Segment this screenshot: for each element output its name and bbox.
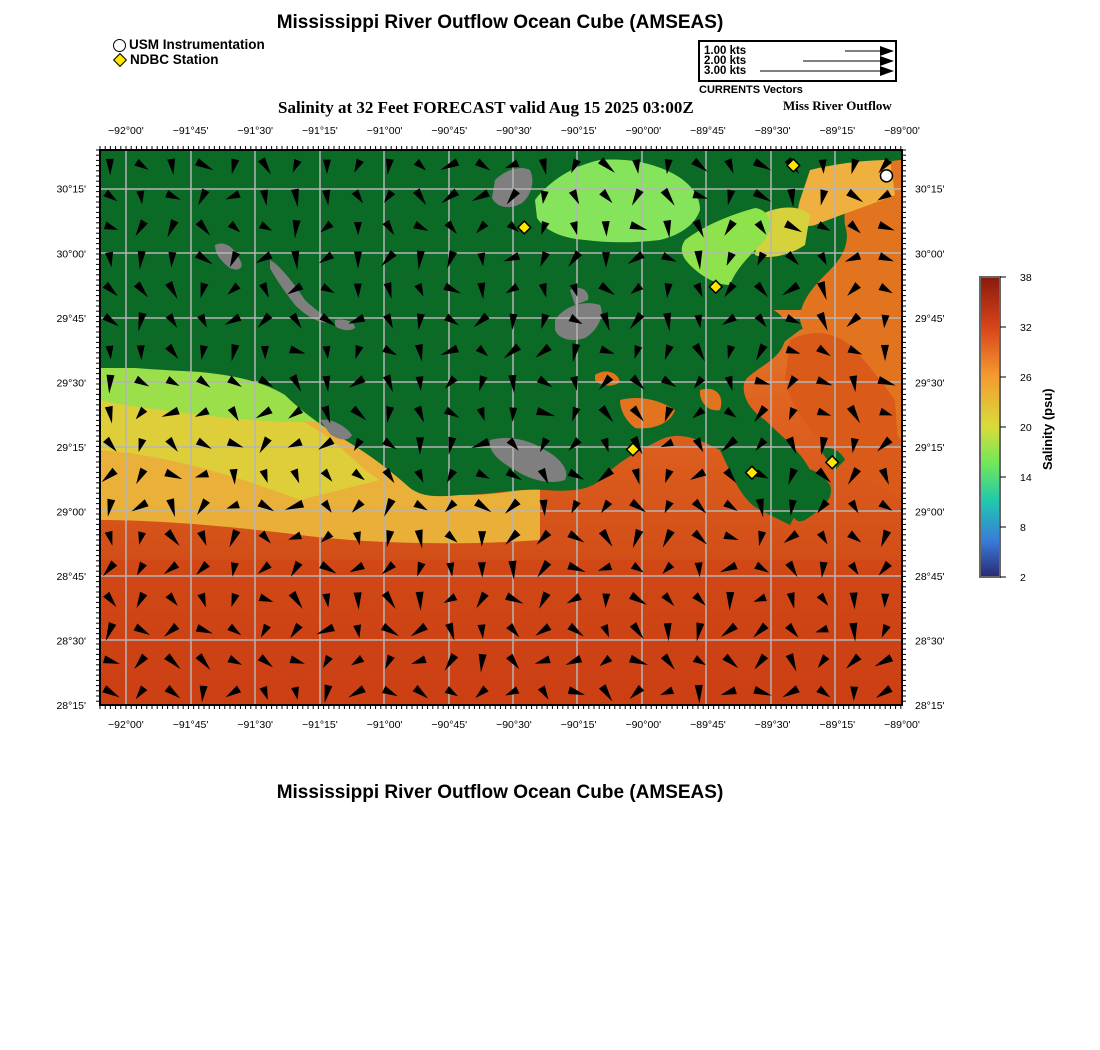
map-subtitle: Salinity at 32 Feet FORECAST valid Aug 15 2025 03:00Z (278, 98, 694, 117)
lon-tick-label: −91°45' (172, 125, 209, 137)
colorbar (970, 270, 1040, 590)
colorbar-tick-label: 26 (1020, 372, 1032, 384)
colorbar-tick-label: 14 (1020, 472, 1032, 484)
lon-tick-label: −91°30' (237, 125, 274, 137)
lon-tick-label: −90°00' (625, 719, 662, 731)
lon-tick-label: −92°00' (108, 125, 144, 137)
lon-tick-label: −90°30' (496, 125, 532, 137)
lat-tick-label: 28°15' (56, 700, 86, 712)
lon-tick-label: −92°00' (108, 719, 144, 731)
map-subtitle-right: Miss River Outflow (783, 98, 892, 113)
lat-tick-label: 29°30' (915, 377, 945, 390)
colorbar-tick-label: 32 (1020, 322, 1032, 334)
lat-tick-label: 30°00' (56, 248, 86, 261)
lon-tick-label: −91°45' (172, 719, 209, 731)
lon-tick-label: −90°15' (560, 719, 597, 731)
lon-labels-bottom (108, 719, 920, 731)
vector-label-2: 2.00 kts (704, 55, 747, 67)
vector-label-1: 1.00 kts (704, 45, 747, 57)
usm-station-marker[interactable] (880, 170, 892, 182)
lat-tick-label: 28°30' (915, 635, 945, 648)
legend-ndbc-label: NDBC Station (130, 52, 219, 67)
lat-labels-left (56, 184, 86, 712)
colorbar-tick-label: 20 (1020, 422, 1032, 434)
colorbar-tick-label: 38 (1020, 272, 1032, 284)
lat-tick-label: 29°00' (915, 506, 945, 519)
lon-tick-label: −91°15' (302, 125, 338, 137)
colorbar-label: Salinity (psu) (1040, 388, 1055, 470)
legend-usm-label: USM Instrumentation (129, 37, 265, 52)
lon-tick-label: −91°00' (366, 125, 403, 137)
vector-caption: CURRENTS Vectors (699, 84, 803, 96)
lon-tick-label: −89°30' (754, 125, 791, 137)
lon-tick-label: −91°15' (302, 719, 338, 731)
lon-labels-top (108, 125, 920, 137)
lat-tick-label: 29°15' (56, 441, 86, 454)
lon-tick-label: −89°45' (690, 719, 726, 731)
lon-tick-label: −90°45' (431, 719, 468, 731)
lat-tick-label: 29°00' (56, 506, 86, 519)
lat-tick-label: 28°45' (915, 570, 945, 583)
lon-tick-label: −89°15' (819, 719, 856, 731)
lon-tick-label: −89°45' (690, 125, 726, 137)
usm-stations (880, 170, 892, 182)
lon-tick-label: −89°00' (884, 125, 920, 137)
lat-tick-label: 30°15' (915, 183, 945, 196)
lat-tick-label: 29°45' (56, 312, 86, 325)
lat-tick-label: 28°45' (56, 570, 86, 583)
lon-tick-label: −89°00' (884, 719, 920, 731)
lon-tick-label: −90°00' (625, 125, 662, 137)
lat-tick-label: 30°15' (56, 183, 86, 196)
lon-tick-label: −90°30' (496, 719, 532, 731)
lon-tick-label: −91°30' (237, 719, 274, 731)
lat-tick-label: 30°00' (915, 248, 945, 261)
lat-tick-label: 29°30' (56, 377, 86, 390)
vector-label-3: 3.00 kts (704, 65, 747, 77)
map-field (100, 150, 902, 705)
lon-tick-label: −90°15' (560, 125, 597, 137)
lon-tick-label: −89°15' (819, 125, 856, 137)
page-title: Mississippi River Outflow Ocean Cube (AMSEAS) (276, 12, 724, 33)
colorbar-tick-label: 8 (1020, 522, 1026, 534)
lon-tick-label: −90°45' (431, 125, 468, 137)
colorbar-gradient (980, 277, 1000, 577)
lat-tick-label: 28°15' (915, 700, 945, 712)
lat-tick-label: 29°15' (915, 441, 945, 454)
lon-tick-label: −89°30' (754, 719, 791, 731)
lat-labels-right (915, 184, 945, 712)
lon-tick-label: −91°00' (366, 719, 403, 731)
lat-tick-label: 28°30' (56, 635, 86, 648)
colorbar-tick-label: 2 (1020, 572, 1026, 584)
page-title-repeat: Mississippi River Outflow Ocean Cube (AMSEAS) (276, 782, 724, 803)
lat-tick-label: 29°45' (915, 312, 945, 325)
